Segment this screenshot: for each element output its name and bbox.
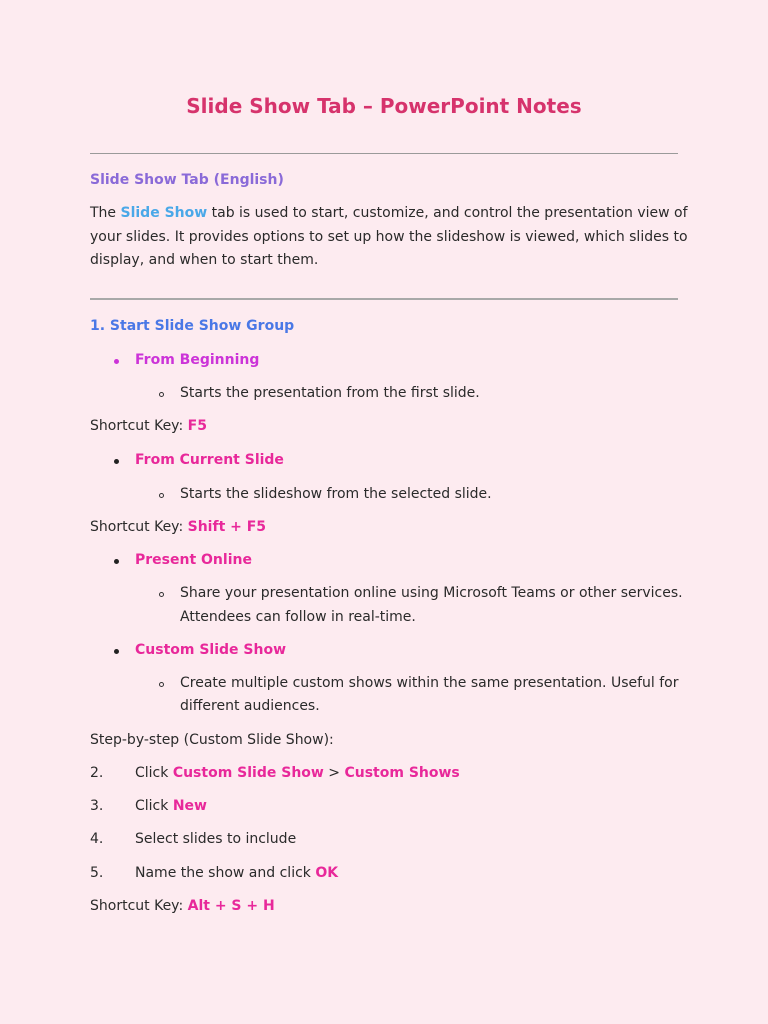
item-desc: Share your presentation online using Microsoft Teams or other services.	[180, 585, 683, 601]
item-desc: different audiences.	[180, 698, 320, 714]
step-number: 5.	[90, 865, 104, 881]
divider	[90, 298, 678, 300]
shortcut-key: Alt + S + H	[187, 898, 275, 914]
intro-line-3: display, and when to start them.	[90, 252, 319, 268]
divider	[90, 153, 678, 154]
step-number: 2.	[90, 765, 104, 781]
item-desc: Starts the slideshow from the selected slide.	[180, 486, 492, 502]
step-label: Click	[135, 798, 173, 814]
bullet-dot	[114, 359, 119, 364]
intro-highlight: Slide Show	[120, 205, 208, 221]
step-text	[135, 795, 207, 819]
step-text	[135, 762, 460, 786]
circle-bullet	[159, 682, 164, 687]
item-custom-slide-show: Custom Slide Show	[135, 642, 287, 658]
steps-heading: Step-by-step (Custom Slide Show):	[90, 732, 334, 748]
intro-line-1	[90, 202, 688, 226]
circle-bullet	[159, 592, 164, 597]
bullet-dot	[114, 649, 119, 654]
circle-bullet	[159, 493, 164, 498]
item-present-online: Present Online	[135, 552, 252, 568]
step-separator: >	[323, 765, 345, 781]
item-desc: Create multiple custom shows within the same presentation. Useful for	[180, 675, 679, 691]
step-label: Name the show and click	[135, 865, 316, 881]
circle-bullet	[159, 392, 164, 397]
step-text	[135, 862, 338, 886]
step-highlight: New	[172, 798, 207, 814]
step-highlight: Custom Shows	[344, 765, 460, 781]
step-highlight: OK	[315, 865, 339, 881]
item-desc: Starts the presentation from the first slide.	[180, 385, 480, 401]
step-number: 4.	[90, 831, 104, 847]
shortcut-key: F5	[187, 418, 207, 434]
intro-prefix: The	[90, 205, 121, 221]
shortcut-line	[90, 895, 275, 919]
item-from-beginning: From Beginning	[135, 352, 260, 368]
bullet-dot	[114, 459, 119, 464]
step-text: Select slides to include	[135, 831, 297, 847]
step-label: Click	[135, 765, 173, 781]
step-number: 3.	[90, 798, 104, 814]
shortcut-line	[90, 415, 207, 439]
item-from-current-slide: From Current Slide	[135, 452, 284, 468]
section-heading: Slide Show Tab (English)	[90, 172, 284, 188]
bullet-dot	[114, 559, 119, 564]
shortcut-key: Shift + F5	[187, 519, 267, 535]
intro-line-2: your slides. It provides options to set up how the slideshow is viewed, which slides to	[90, 229, 688, 245]
shortcut-label: Shortcut Key:	[90, 898, 188, 914]
step-highlight: Custom Slide Show	[172, 765, 324, 781]
intro-line1-rest: tab is used to start, customize, and control the presentation view of	[207, 205, 688, 221]
item-desc: Attendees can follow in real-time.	[180, 609, 416, 625]
shortcut-label: Shortcut Key:	[90, 519, 188, 535]
shortcut-label: Shortcut Key:	[90, 418, 188, 434]
shortcut-line	[90, 516, 266, 540]
page-title: Slide Show Tab – PowerPoint Notes	[186, 94, 582, 118]
group-heading: 1. Start Slide Show Group	[90, 318, 295, 334]
